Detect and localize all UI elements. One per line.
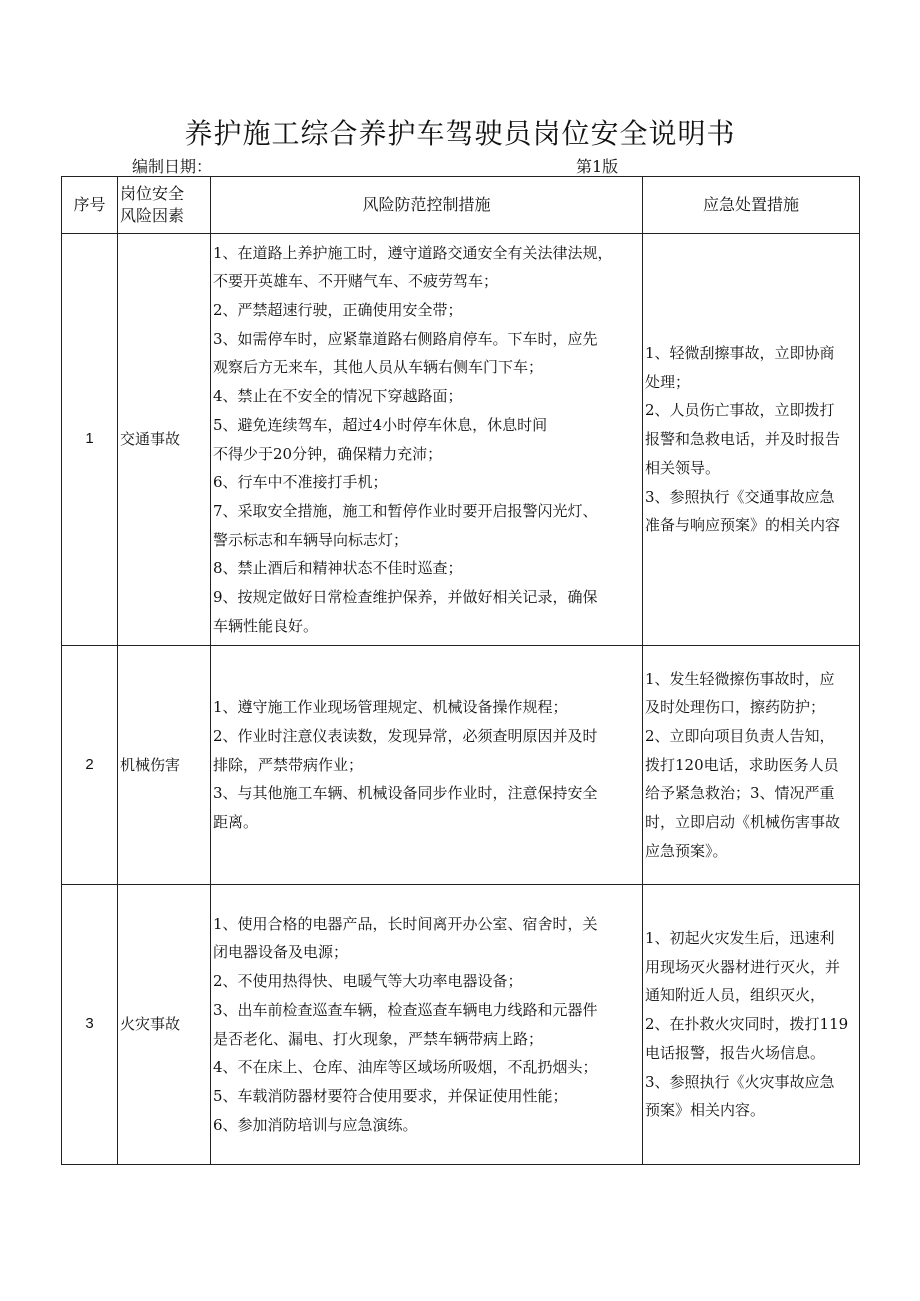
emergency-line: 相关领导。 xyxy=(645,458,721,477)
emergency-line: 1、初起火灾发生后，迅速利 xyxy=(645,929,835,948)
emergency-line: 1、轻微刮擦事故，立即协商 xyxy=(645,344,835,363)
measure-line: 警示标志和车辆导向标志灯； xyxy=(213,530,409,549)
measure-line: 是否老化、漏电、打火现象，严禁车辆带病上路； xyxy=(213,1029,544,1048)
header-risk xyxy=(118,177,211,234)
measure-line: 2、不使用热得快、电暖气等大功率电器设备； xyxy=(213,972,523,991)
measure-line: 8、禁止酒后和精神状态不佳时巡查； xyxy=(213,559,463,578)
measure-line: 9、按规定做好日常检查维护保养，并做好相关记录，确保 xyxy=(213,588,598,607)
measure-line: 排除，严禁带病作业； xyxy=(213,755,364,774)
measure-line: 5、避免连续驾车，超过4小时停车休息，休息时间 xyxy=(213,415,548,434)
header-row xyxy=(62,177,860,234)
emergency-line: 及时处理伤口，擦药防护； xyxy=(645,698,826,717)
risk-factor: 火灾事故 xyxy=(118,885,211,1165)
emergency-line: 通知附近人员，组织灭火， xyxy=(645,986,826,1005)
header-measures: 风险防范控制措施 xyxy=(211,177,643,234)
header-emergency: 应急处置措施 xyxy=(643,177,860,234)
emergency-measures xyxy=(643,234,860,646)
emergency-line: 处理； xyxy=(645,372,691,391)
measure-line: 1、使用合格的电器产品，长时间离开办公室、宿舍时，关 xyxy=(213,914,598,933)
measure-line: 3、与其他施工车辆、机械设备同步作业时，注意保持安全 xyxy=(213,784,598,803)
risk-factor: 机械伤害 xyxy=(118,646,211,885)
emergency-line: 预案》相关内容。 xyxy=(645,1101,766,1120)
measure-line: 6、行车中不准接打手机； xyxy=(213,473,388,492)
measure-line: 7、采取安全措施，施工和暂停作业时要开启报警闪光灯、 xyxy=(213,501,598,520)
emergency-line: 用现场灭火器材进行灭火，并 xyxy=(645,957,841,976)
measure-line: 3、如需停车时，应紧靠道路右侧路肩停车。下车时，应先 xyxy=(213,329,598,348)
emergency-line: 时，立即启动《机械伤害事故 xyxy=(645,813,841,832)
row-number: 3 xyxy=(62,885,118,1165)
emergency-line: 报警和急救电话，并及时报告 xyxy=(645,430,841,449)
measure-line: 5、车载消防器材要符合使用要求，并保证使用性能； xyxy=(213,1086,568,1105)
emergency-line: 3、参照执行《火灾事故应急 xyxy=(645,1072,835,1091)
measure-line: 2、作业时注意仪表读数，发现异常，必须查明原因并及时 xyxy=(213,726,598,745)
measure-line: 4、不在床上、仓库、油库等区域场所吸烟，不乱扔烟头； xyxy=(213,1058,598,1077)
table-row xyxy=(62,646,860,885)
emergency-measures xyxy=(643,646,860,885)
header-risk-line1: 岗位安全 xyxy=(120,184,185,203)
emergency-line: 电话报警，报告火场信息。 xyxy=(645,1043,826,1062)
emergency-line: 2、立即向项目负责人告知， xyxy=(645,726,835,745)
measure-line: 2、严禁超速行驶，正确使用安全带； xyxy=(213,300,463,319)
measure-line: 1、在道路上养护施工时，遵守道路交通安全有关法律法规， xyxy=(213,243,613,262)
emergency-line: 1、发生轻微擦伤事故时，应 xyxy=(645,669,835,688)
measure-line: 3、出车前检查巡查车辆，检查巡查车辆电力线路和元器件 xyxy=(213,1000,598,1019)
header-risk-line2: 风险因素 xyxy=(120,206,185,225)
emergency-line: 2、在扑救火灾同时，拨打119 xyxy=(645,1015,849,1034)
measure-line: 距离。 xyxy=(213,813,259,832)
table-row xyxy=(62,885,860,1165)
risk-factor: 交通事故 xyxy=(118,234,211,646)
measure-line: 不得少于20分钟，确保精力充沛； xyxy=(213,444,443,463)
emergency-line: 应急预案》。 xyxy=(645,841,728,860)
measure-line: 1、遵守施工作业现场管理规定、机械设备操作规程； xyxy=(213,698,568,717)
table-row xyxy=(62,234,860,646)
measure-line: 6、参加消防培训与应急演练。 xyxy=(213,1115,418,1134)
emergency-line: 给予紧急救治；3、情况严重 xyxy=(645,784,835,803)
emergency-line: 2、人员伤亡事故，立即拨打 xyxy=(645,401,835,420)
measure-line: 4、禁止在不安全的情况下穿越路面； xyxy=(213,387,463,406)
version-label: 第1版 xyxy=(576,157,619,176)
row-number: 1 xyxy=(62,234,118,646)
control-measures xyxy=(211,646,643,885)
emergency-line: 3、参照执行《交通事故应急 xyxy=(645,487,835,506)
page-title: 养护施工综合养护车驾驶员岗位安全说明书 xyxy=(184,117,736,150)
measure-line: 观察后方无来车，其他人员从车辆右侧车门下车； xyxy=(213,358,544,377)
emergency-measures xyxy=(643,885,860,1165)
measure-line: 车辆性能良好。 xyxy=(213,616,319,635)
measure-line: 闭电器设备及电源； xyxy=(213,943,349,962)
header-no: 序号 xyxy=(62,177,118,234)
emergency-line: 拨打120电话，求助医务人员 xyxy=(645,755,839,774)
emergency-line: 准备与响应预案》的相关内容 xyxy=(645,516,841,535)
row-number: 2 xyxy=(62,646,118,885)
safety-table xyxy=(61,176,860,1165)
control-measures xyxy=(211,885,643,1165)
control-measures xyxy=(211,234,643,646)
compile-date-label: 编制日期： xyxy=(132,157,213,176)
measure-line: 不要开英雄车、不开赌气车、不疲劳驾车； xyxy=(213,272,499,291)
